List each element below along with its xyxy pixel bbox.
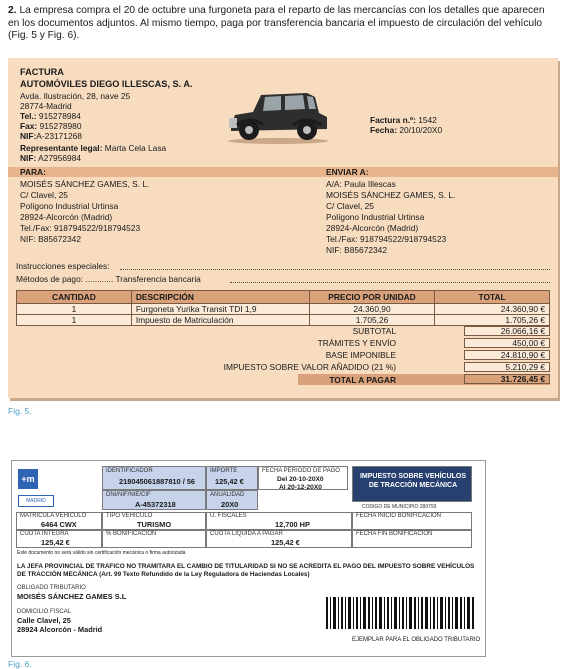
inicio-cell: FECHA INICIO BONIFICACION (352, 512, 472, 530)
enviar-address2: Polígono Industrial Urtinsa (326, 212, 425, 222)
enviar-name: MOISÉS SÁNCHEZ GAMES, S. L. (326, 190, 456, 200)
seller-nif2: NIF: A27956984 (20, 153, 82, 163)
obligado-label: OBLIGADO TRIBUTARIO (17, 585, 86, 591)
table-row: 1 Furgoneta Yurika Transit TDI 1,9 24.360,90 24.360,90 € (17, 304, 550, 315)
invoice-title: FACTURA (20, 67, 64, 77)
obligado-value: MOISÉS SÁNCHEZ GAMES S.L (17, 592, 127, 601)
domicilio-label: DOMICILIO FISCAL (17, 609, 72, 615)
cuotaliq-cell: CUOTA LIQUIDA A PAGAR 125,42 € (206, 530, 352, 548)
importe-cell: IMPORTE 125,42 € (206, 466, 258, 490)
invoice-date: Fecha: 20/10/20X0 (370, 125, 443, 135)
madrid-badge-icon: MADRID (18, 495, 54, 507)
enviar-heading: ENVIAR A: (326, 167, 369, 177)
enviar-telfax: Tel./Fax: 918794522/918794523 (326, 234, 447, 244)
fig6-caption: Fig. 6. (8, 659, 32, 669)
question-number: 2. (8, 5, 17, 16)
tax-title: IMPUESTO SOBRE VEHÍCULOS DE TRACCIÓN MECÁNICA (352, 466, 472, 502)
col-cantidad: CANTIDAD (17, 291, 132, 304)
enviar-address3: 28924-Alcorcón (Madrid) (326, 223, 419, 233)
seller-address1: Avda. Ilustración, 28, nave 25 (20, 91, 131, 101)
bonif-cell: % BONIFICACION (102, 530, 206, 548)
dni-cell: DNI/NIF/NIE/CIF A-45372318 (102, 490, 206, 510)
barcode-icon (326, 597, 474, 629)
invoice (8, 58, 558, 398)
tipo-cell: TIPO VEHICULO TURISMO (102, 512, 206, 530)
ejemplar-label: EJEMPLAR PARA EL OBLIGADO TRIBUTARIO (352, 637, 481, 643)
seller-rep: Representante legal: Marta Cela Lasa (20, 143, 167, 153)
base-value: 24.810,90 € (464, 350, 550, 360)
periodo-cell: FECHA PERIODO DE PAGO Del 20-10-20X0 Al 20-12-20X0 (258, 466, 348, 490)
iva-label: IMPUESTO SOBRE VALOR AÑADIDO (21 %) (223, 362, 396, 372)
validity-note: Este documento no será válido sin certificación mecánica o firma autorizada (17, 550, 186, 556)
domicilio-line2: 28924 Alcorcón - Madrid (17, 625, 103, 634)
col-precio: PRECIO POR UNIDAD (309, 291, 434, 304)
para-address2: Polígono Industrial Urtinsa (20, 201, 119, 211)
tramites-value: 450,00 € (464, 338, 550, 348)
para-nif: NIF: B85672342 (20, 234, 81, 244)
question-body: La empresa compra el 20 de octubre una furgoneta para el reparto de las mercancías con los detalles que aparecen en los documentos adjuntos. Al mismo tiempo, paga por transferencia bancaria el impuesto de circulación del vehículo (Fig. 5 y Fig. 6). (8, 5, 545, 42)
para-heading: PARA: (20, 167, 46, 177)
municipio-code: CODIGO DE MUNICIPIO 280793 (362, 504, 437, 510)
seller-tel: Tel.: 915278984 (20, 111, 81, 121)
traffic-notice: LA JEFA PROVINCIAL DE TRAFICO NO TRAMITARA EL CAMBIO DE TITULARIDAD SI NO SE ACREDITA EL PAGO DEL IMPUESTO SOBRE VEHÍCULOS DE TRACCIÓN MECÁNICA (Art. 99 Texto Refundido de la Ley Reguladora de Haciendas Locales) (17, 563, 475, 578)
subtotal-value: 26.066,16 € (464, 326, 550, 336)
col-total: TOTAL (435, 291, 550, 304)
seller-name: AUTOMÓVILES DIEGO ILLESCAS, S. A. (20, 79, 193, 89)
items-table (16, 290, 550, 326)
cuota-cell: CUOTA INTEGRA 125,42 € (16, 530, 102, 548)
seller-fax: Fax: 915278980 (20, 121, 82, 131)
tramites-label: TRÁMITES Y ENVÍO (317, 338, 396, 348)
iva-value: 5.210,29 € (464, 362, 550, 372)
seller-address2: 28774-Madrid (20, 101, 72, 111)
madrid-logo-icon: +m (18, 469, 38, 489)
matricula-cell: MATRICULA VEHICULO 6464 CWX (16, 512, 102, 530)
fin-cell: FECHA FIN BONIFICACION (352, 530, 472, 548)
domicilio-line1: Calle Clavel, 25 (17, 616, 71, 625)
total-label: TOTAL A PAGAR (329, 375, 396, 385)
enviar-address1: C/ Clavel, 25 (326, 201, 374, 211)
para-address1: C/ Clavel, 25 (20, 190, 68, 200)
totals (8, 326, 558, 396)
tax-receipt (11, 460, 486, 657)
para-name: MOISÉS SÁNCHEZ GAMES, S. L. (20, 179, 150, 189)
fig5-caption: Fig. 5. (8, 406, 32, 416)
instructions-line (120, 269, 550, 270)
para-address3: 28924-Alcorcón (Madrid) (20, 212, 113, 222)
table-row: 1 Impuesto de Matriculación 1.705,26 1.705,26 € (17, 315, 550, 326)
total-value: 31.726,45 € (464, 374, 550, 384)
car-illustration (223, 85, 333, 145)
invoice-number: Factura n.º: 1542 (370, 115, 437, 125)
payment-line (230, 282, 550, 283)
ufiscales-cell: U. FISCALES 12,700 HP (206, 512, 352, 530)
payment-method: Métodos de pago: ............ Transferencia bancaria (16, 274, 201, 284)
col-descripcion: DESCRIPCIÓN (131, 291, 309, 304)
seller-nif: NIF:A-23171268 (20, 131, 82, 141)
anualidad-cell: ANUALIDAD 20X0 (206, 490, 258, 510)
para-telfax: Tel./Fax: 918794522/918794523 (20, 223, 141, 233)
question-text (8, 5, 556, 43)
subtotal-label: SUBTOTAL (352, 326, 396, 336)
base-label: BASE IMPONIBLE (325, 350, 396, 360)
enviar-attn: A/A: Paula Illescas (326, 179, 396, 189)
enviar-nif: NIF: B85672342 (326, 245, 387, 255)
para-band (8, 167, 558, 177)
id-cell: IDENTIFICADOR 218045061887810 / 56 (102, 466, 206, 490)
instructions-label: Instrucciones especiales: (16, 261, 110, 271)
